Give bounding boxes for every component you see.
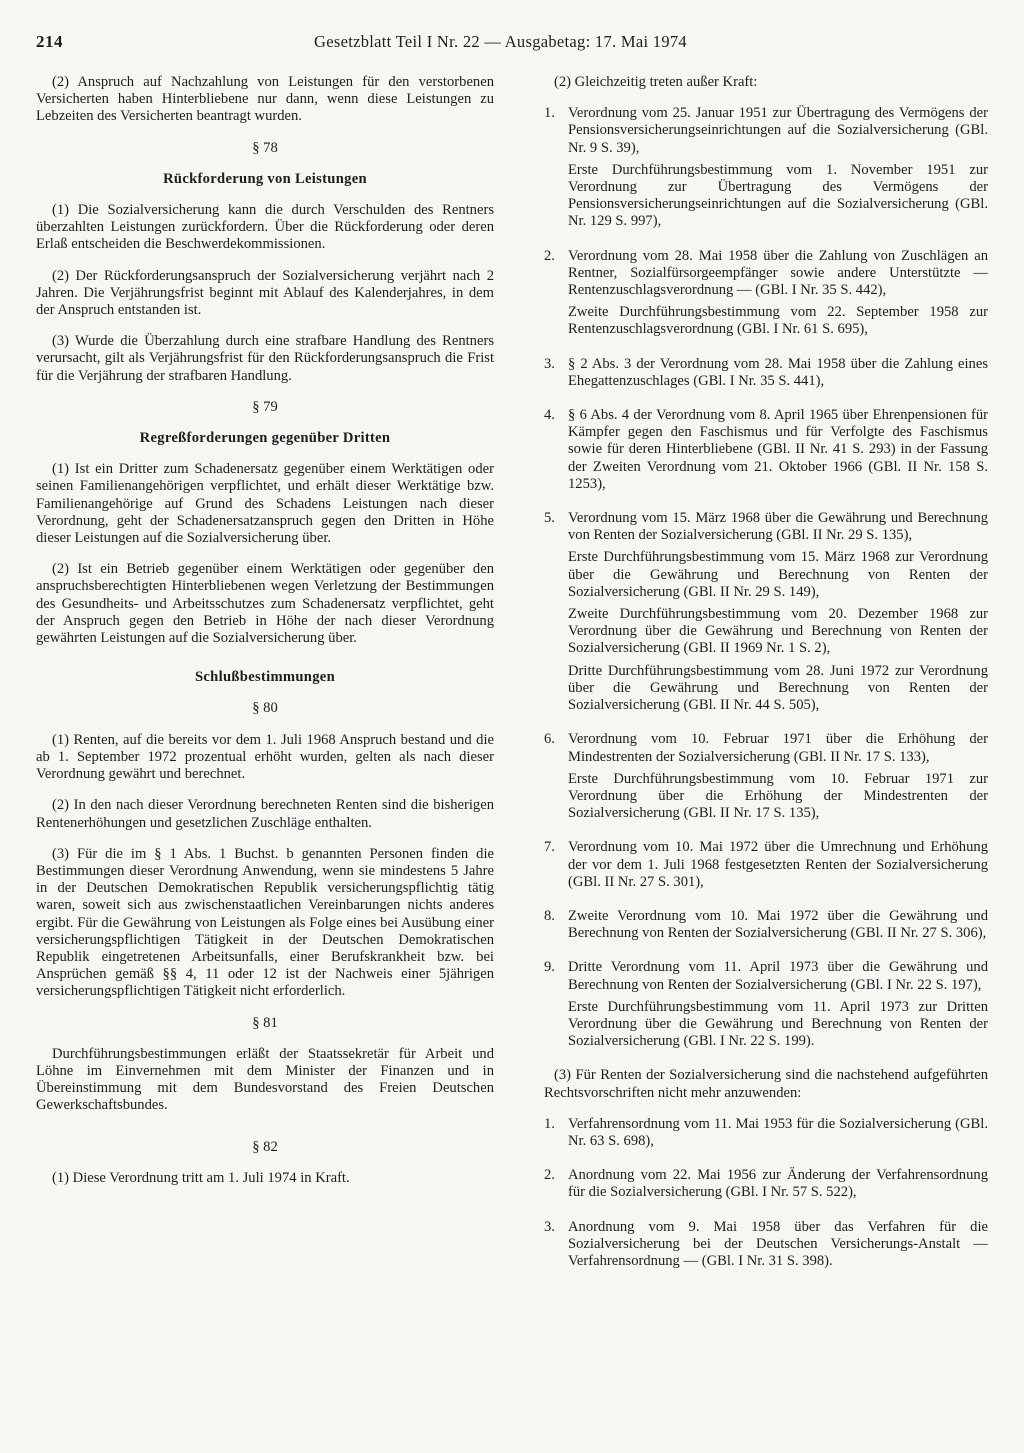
paragraph: (2) Gleichzeitig treten außer Kraft:	[554, 74, 758, 90]
section-title-79: Regreßforderungen gegenüber Dritten	[139, 430, 391, 447]
list-item	[544, 248, 988, 344]
page-number: 214	[36, 32, 63, 51]
list-item	[544, 908, 988, 947]
gazette-title: Gesetzblatt Teil I Nr. 22 — Ausgabetag: 17. Mai 1974	[314, 32, 687, 51]
paragraph: Durchführungsbestimmungen erläßt der Staatssekretär für Arbeit und Löhne im Einvernehmen mit dem Minister der Finanzen und in Übereinstimmung mit dem Bundesvorstand des Freien Deutschen Gewerkschaftsbundes.	[36, 1045, 494, 1114]
paragraph: (1) Die Sozialversicherung kann die durch Verschulden des Rentners überzahlten Leistungen zurückfordern. Über die Rückforderung oder deren Erlaß entscheiden die Beschwerdekommissionen.	[36, 202, 494, 253]
paragraph: (1) Ist ein Dritter zum Schadenersatz gegenüber einem Werktätigen oder seinen Familienangehörigen verpflichtet, und erhält dieser Werktätige bzw. Familienangehörige auf Grund des Schadens Leistungen nach dieser Verordnung, geht der Schadenersatzanspruch gegen den Dritten in Höhe dieser Leistungen auf die Sozialversicherung über.	[36, 461, 494, 547]
item-text: § 6 Abs. 4 der Verordnung vom 8. April 1965 über Ehrenpensionen für Kämpfer gegen den Faschismus und für Verfolgte des Faschismus sowie für deren Hinterbliebene (GBl. II Nr. 41 S. 293) in der Fassung der Zweiten Verordnung vom 21. Oktober 1966 (GBl. II Nr. 158 S. 1253),	[568, 407, 988, 492]
item-text: Verordnung vom 28. Mai 1958 über die Zahlung von Zuschlägen an Rentner, Sozialfürsorgeempfänger sowie andere Unterstützte — Rentenzuschlagsverordnung — (GBl. I Nr. 35 S. 442),	[568, 247, 988, 299]
paragraph: (2) Der Rückforderungsanspruch der Sozialversicherung verjährt nach 2 Jahren. Die Verjährungsfrist beginnt mit Ablauf des Kalenderjahres, in dem der Anspruch entstanden ist.	[36, 267, 494, 319]
list-item	[544, 1219, 988, 1276]
list-item	[544, 839, 988, 896]
item-number: 2.	[544, 1167, 555, 1184]
item-text: Anordnung vom 22. Mai 1956 zur Änderung der Verfahrensordnung für die Sozialversicherung (GBl. I Nr. 57 S. 522),	[568, 1167, 988, 1201]
item-number: 6.	[544, 731, 555, 748]
paragraph: (2) In den nach dieser Verordnung berechneten Renten sind die bisherigen Rentenerhöhungen und gesetzlichen Zuschläge enthalten.	[36, 797, 494, 831]
paragraph: (2) Anspruch auf Nachzahlung von Leistungen für den verstorbenen Versicherten haben Hinterbliebene nur dann, wenn diese Leistungen zu Lebzeiten des Versicherten beantragt wurden.	[36, 74, 494, 125]
item-number: 1.	[544, 1115, 555, 1132]
paragraph: (3) Für Renten der Sozialversicherung sind die nachstehend aufgeführten Rechtsvorschriften nicht mehr anzuwenden:	[544, 1067, 988, 1101]
item-number: 7.	[544, 839, 555, 856]
list-item	[544, 407, 988, 498]
item-text: Verordnung vom 15. März 1968 über die Gewährung und Berechnung von Renten der Sozialversicherung (GBl. II Nr. 29 S. 135),	[568, 510, 988, 544]
item-number: 5.	[544, 510, 555, 527]
item-text: Verordnung vom 10. Februar 1971 über die Erhöhung der Mindestrenten der Sozialversicherung (GBl. II Nr. 17 S. 133),	[568, 731, 988, 765]
item-text: Erste Durchführungsbestimmung vom 11. April 1973 zur Dritten Verordnung über die Gewährung und Berechnung von Renten der Sozialversicherung (GBl. I Nr. 22 S. 199).	[568, 998, 988, 1050]
paragraph: (2) Ist ein Betrieb gegenüber einem Werktätigen oder gegenüber den anspruchsberechtigten Hinterbliebenen wegen Verletzung der Bestimmungen des Gesundheits- und Arbeitsschutzes zum Schadenersatz verpflichtet, geht der Anspruch gegen den Betrieb in Höhe der nach dieser Verordnung gewährten Leistungen auf die Sozialversicherung über.	[36, 561, 494, 647]
list-item	[544, 105, 988, 235]
section-label-81: § 81	[252, 1014, 278, 1031]
list-item	[544, 1167, 988, 1206]
list-item	[544, 959, 988, 1055]
item-text: Erste Durchführungsbestimmung vom 15. März 1968 zur Verordnung über die Gewährung und Berechnung von Renten der Sozialversicherung (GBl. II Nr. 29 S. 149),	[568, 549, 988, 600]
item-text: Zweite Durchführungsbestimmung vom 20. Dezember 1968 zur Verordnung über die Gewährung und Berechnung von Renten der Sozialversicherung (GBl. II 1969 Nr. 1 S. 2),	[568, 606, 988, 657]
item-number: 2.	[544, 247, 555, 264]
paragraph: (3) Für die im § 1 Abs. 1 Buchst. b genannten Personen finden die Bestimmungen dieser Verordnung Anwendung, wenn sie mindestens 5 Jahre in der Deutschen Demokratischen Republik versicherungspflichtig tätig waren, soweit sich aus zwischenstaatlichen Vereinbarungen nichts anderes ergibt. Für die Gewährung von Leistungen als Folge eines bei Ausübung einer versicherungspflichtigen Tätigkeit in der Deutschen Demokratischen Republik eingetretenen Arbeitsunfalls, einer Berufskrankheit bzw. bei Ansprüchen gemäß §§ 4, 11 oder 12 ist der Nachweis einer 5jährigen versicherungspflichtigen Tätigkeit nicht erforderlich.	[36, 845, 494, 1000]
item-number: 3.	[544, 355, 555, 372]
paragraph: (1) Renten, auf die bereits vor dem 1. Juli 1968 Anspruch bestand und die ab 1. September 1972 prozentual erhöht wurden, gelten als nach dieser Verordnung gewährt und berechnet.	[36, 731, 494, 783]
item-number: 1.	[544, 105, 555, 122]
section-label-82: § 82	[252, 1138, 278, 1155]
section-title-78: Rückforderung von Leistungen	[163, 170, 367, 187]
item-number: 8.	[544, 907, 555, 924]
left-column	[36, 74, 494, 1287]
item-text: Verordnung vom 25. Januar 1951 zur Übertragung des Vermögens der Pensionsversicherungseinrichtungen auf die Sozialversicherung (GBl. Nr. 9 S. 39),	[568, 105, 988, 156]
item-text: Dritte Durchführungsbestimmung vom 28. Juni 1972 zur Verordnung über die Gewährung und Berechnung von Renten der Sozialversicherung (GBl. II Nr. 44 S. 505),	[568, 662, 988, 714]
section-label-80: § 80	[252, 700, 278, 717]
right-column	[544, 74, 988, 1287]
section-label-79: § 79	[252, 398, 278, 415]
item-text: Verfahrensordnung vom 11. Mai 1953 für die Sozialversicherung (GBl. Nr. 63 S. 698),	[568, 1115, 988, 1149]
item-text: Dritte Verordnung vom 11. April 1973 über die Gewährung und Berechnung von Renten der Sozialversicherung (GBl. I Nr. 22 S. 197),	[568, 959, 988, 993]
paragraph: (3) Wurde die Überzahlung durch eine strafbare Handlung des Rentners verursacht, gilt als Verjährungsfrist für den Rückforderungsanspruch die Frist für die Verjährung der strafbaren Handlung.	[36, 333, 494, 384]
item-text: Erste Durchführungsbestimmung vom 10. Februar 1971 zur Verordnung über die Erhöhung der Mindestrenten der Sozialversicherung (GBl. II Nr. 17 S. 135),	[568, 770, 988, 822]
item-text: Anordnung vom 9. Mai 1958 über das Verfahren für die Sozialversicherung bei der Deutschen Versicherungs-Anstalt — Verfahrensordnung — (GBl. I Nr. 31 S. 398).	[568, 1218, 988, 1269]
page-header	[36, 32, 988, 60]
item-number: 9.	[544, 959, 555, 976]
item-text: Zweite Verordnung vom 10. Mai 1972 über die Gewährung und Berechnung von Renten der Sozialversicherung (GBl. II Nr. 27 S. 306),	[568, 907, 988, 942]
item-text: § 2 Abs. 3 der Verordnung vom 28. Mai 1958 über die Zahlung eines Ehegattenzuschlages (GBl. I Nr. 35 S. 441),	[568, 355, 988, 389]
list-item	[544, 356, 988, 395]
section-label-78: § 78	[252, 139, 278, 156]
item-number: 4.	[544, 407, 555, 424]
list-item	[544, 510, 988, 719]
item-text: Verordnung vom 10. Mai 1972 über die Umrechnung und Erhöhung der vor dem 1. Juli 1968 festgesetzten Renten der Sozialversicherung (GBl. II Nr. 27 S. 301),	[568, 839, 988, 890]
list-item	[544, 1116, 988, 1155]
item-text: Zweite Durchführungsbestimmung vom 22. September 1958 zur Rentenzuschlagsverordnung (GBl. I Nr. 61 S. 695),	[568, 304, 988, 338]
item-text: Erste Durchführungsbestimmung vom 1. November 1951 zur Verordnung zur Übertragung des Vermögens der Pensionsversicherungseinrichtungen auf die Sozialversicherung (GBl. Nr. 129 S. 997),	[568, 161, 988, 230]
item-number: 3.	[544, 1218, 555, 1235]
final-provisions-title: Schlußbestimmungen	[194, 669, 336, 686]
paragraph: (1) Diese Verordnung tritt am 1. Juli 1974 in Kraft.	[52, 1169, 350, 1186]
list-item	[544, 731, 988, 827]
